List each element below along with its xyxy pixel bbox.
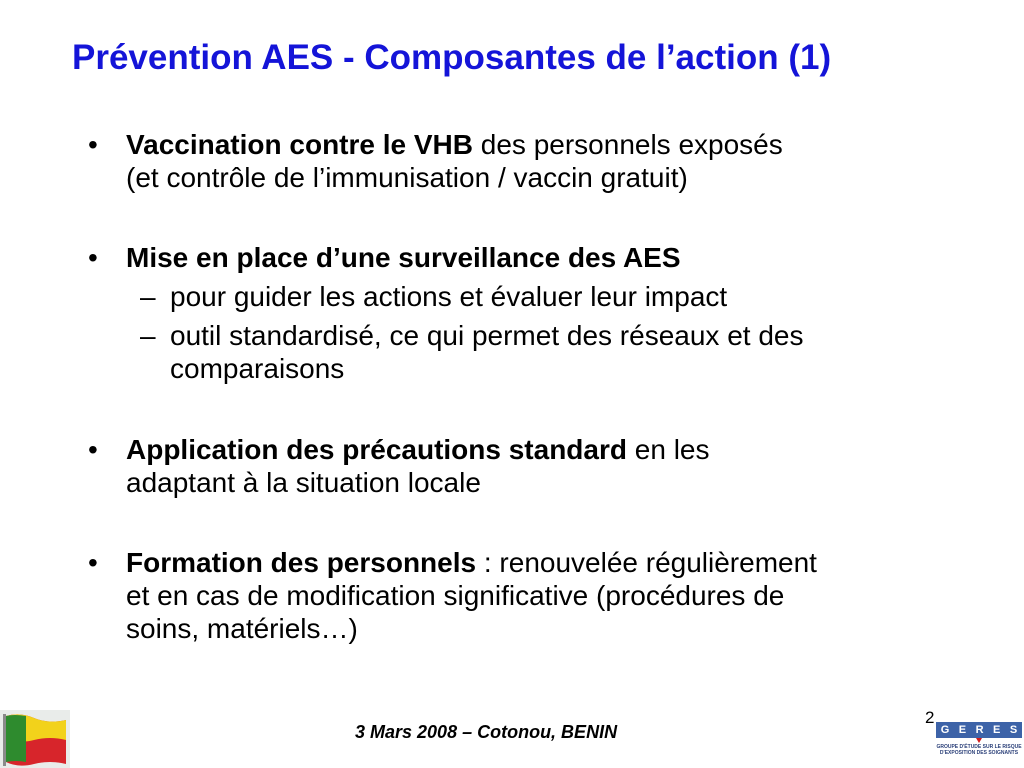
sub-item-line: pour guider les actions et évaluer leur impact — [170, 281, 728, 312]
bullet-mark: • — [88, 434, 98, 465]
page-number: 2 — [925, 708, 935, 727]
bullet-bold-text: Application des précautions standard — [126, 434, 627, 465]
bullet-line — [126, 433, 986, 466]
bullet-training — [86, 546, 986, 645]
bullet-vaccination — [86, 128, 986, 194]
bullet-mark: • — [88, 129, 98, 160]
slide-title: Prévention AES - Composantes de l’action (1) — [72, 38, 832, 77]
bullet-text: en les — [626, 434, 710, 465]
dash-mark: – — [140, 281, 156, 312]
logo-letter: R — [975, 724, 984, 736]
sub-item-guide-actions — [86, 280, 986, 313]
bullet-line: et en cas de modification significative (procédures de — [126, 580, 785, 611]
sub-item-line: outil standardisé, ce qui permet des réseaux et des — [170, 320, 804, 351]
benin-flag-icon — [0, 710, 70, 768]
bullet-mark: • — [88, 242, 98, 273]
logo-marker-icon — [976, 738, 982, 743]
logo-letter: E — [958, 724, 967, 736]
bullet-line: (et contrôle de l’immunisation / vaccin gratuit) — [126, 162, 688, 193]
dash-mark: – — [140, 320, 156, 351]
bullet-line — [126, 241, 986, 274]
logo-letter: S — [1009, 724, 1018, 736]
bullet-line: adaptant à la situation locale — [126, 467, 481, 498]
footer-date-location: 3 Mars 2008 – Cotonou, BENIN — [355, 722, 618, 742]
bullet-surveillance — [86, 241, 986, 274]
bullet-bold-text: Mise en place d’une surveillance des AES — [126, 242, 681, 273]
geres-logo — [936, 718, 1022, 766]
logo-letter-box — [936, 722, 1022, 738]
bullet-precautions — [86, 433, 986, 499]
sub-item-line: comparaisons — [170, 353, 345, 384]
bullet-text: : renouvelée régulièrement — [476, 547, 817, 578]
slide-content — [86, 128, 986, 645]
bullet-line: soins, matériels…) — [126, 613, 358, 644]
sub-item-standardized-tool — [86, 319, 986, 385]
bullet-text: des personnels exposés — [473, 129, 783, 160]
logo-letter: G — [940, 724, 950, 736]
bullet-bold-text: Formation des personnels — [126, 547, 477, 578]
bullet-bold-text: Vaccination contre le VHB — [126, 129, 473, 160]
logo-letter: E — [993, 724, 1001, 736]
bullet-mark: • — [88, 547, 98, 578]
bullet-line — [126, 128, 986, 161]
logo-caption: GROUPE D'ÉTUDE SUR LE RISQUE D'EXPOSITION DES SOIGNANTS — [936, 744, 1022, 756]
bullet-line — [126, 546, 986, 579]
